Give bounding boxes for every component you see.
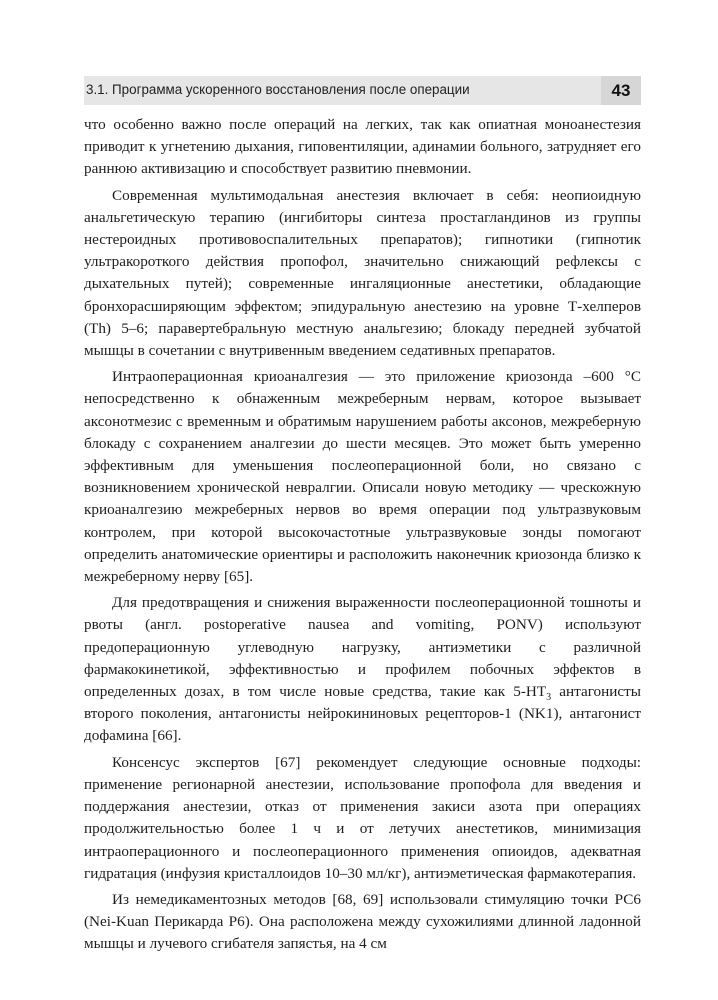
section-title: 3.1. Программа ускоренного восстановления после операции [86,82,470,97]
paragraph-multimodal-anesthesia: Современная мультимодальная анестезия включает в себя: неопиоидную анальгетическую терапию (ингибиторы синтеза простагландинов из группы нестероидных противовоспалительных препаратов); гипнотики (гипнотик ультракороткого действия пропофол, значительно снижающий рефлексы с дыхательных путей); современные ингаляционные анестетики, обладающие бронхорасширяющим эффектом; эпидуральную анестезию на уровне Т-хелперов (Th) 5–6; паравертебральную местную анальгезию; блокаду передней зубчатой мышцы в сочетании с внутривенным введением седативных препаратов. [84,186,641,360]
paragraph-continued: что особенно важно после операций на легких, так как опиатная моноанестезия приводит к угнетению дыхания, гиповентиляции, адинамии больного, затрудняет его раннюю активизацию и способствует развитию пневмонии. [84,116,641,178]
subscript-3: 3 [546,692,552,704]
paragraph-ponv [84,592,641,747]
running-header [84,76,641,105]
paragraph-cryoanalgesia: Интраоперационная криоаналгезия — это приложение криозонда –600 °С непосредственно к обнаженным межреберным нервам, которое вызывает аксонотмезис с временным и обратимым нарушением работы аксонов, межреберную блокаду с сохранением аналгезии до шести месяцев. Это может быть умеренно эффективным для уменьшения послеоперационной боли, но связано с возникновением хронической невралгии. Описали новую методику — чрескожную криоаналгезию межреберных нервов во время операции под ультразвуковым контролем, при которой высокочастотные ультразвуковые зонды помогают определить анатомические ориентиры и расположить наконечник криозонда близко к межреберному нерву [65]. [84,368,641,586]
ponv-text-part-1: Для предотвращения и снижения выраженности послеоперационной тошноты и рвоты (англ. postoperative nausea and vomiting, PONV) используют предоперационную углеводную нагрузку, антиэметики с различной фармакокинетикой, эффективностью и профилем побочных эффектов в определенных дозах, в том числе новые средства, такие как 5-НТ [84,594,641,701]
ponv-text-part-2: антагонисты второго поколения, антагонисты нейрокининовых рецепторов-1 (NK1), антагонист дофамина [66]. [84,683,641,745]
paragraph-non-drug-methods: Из немедикаментозных методов [68, 69] использовали стимуляцию точки РС6 (Nei-Kuan Перикарда P6). Она расположена между сухожилиями длинной ладонной мышцы и лучевого сгибателя запястья, на 4 см [84,890,641,953]
page-body [84,114,641,960]
paragraph-expert-consensus: Консенсус экспертов [67] рекомендует следующие основные подходы: применение регионарной анестезии, использование пропофола для введения и поддержания анестезии, отказ от применения закиси азота при операциях продолжительностью более 1 ч и от летучих анестетиков, минимизация интраоперационного и послеоперационного применения опиоидов, адекватная гидратация (инфузия кристаллоидов 10–30 мл/кг), антиэметическая фармакотерапия. [84,753,641,882]
page-number: 43 [601,76,641,105]
header-band [84,76,604,105]
